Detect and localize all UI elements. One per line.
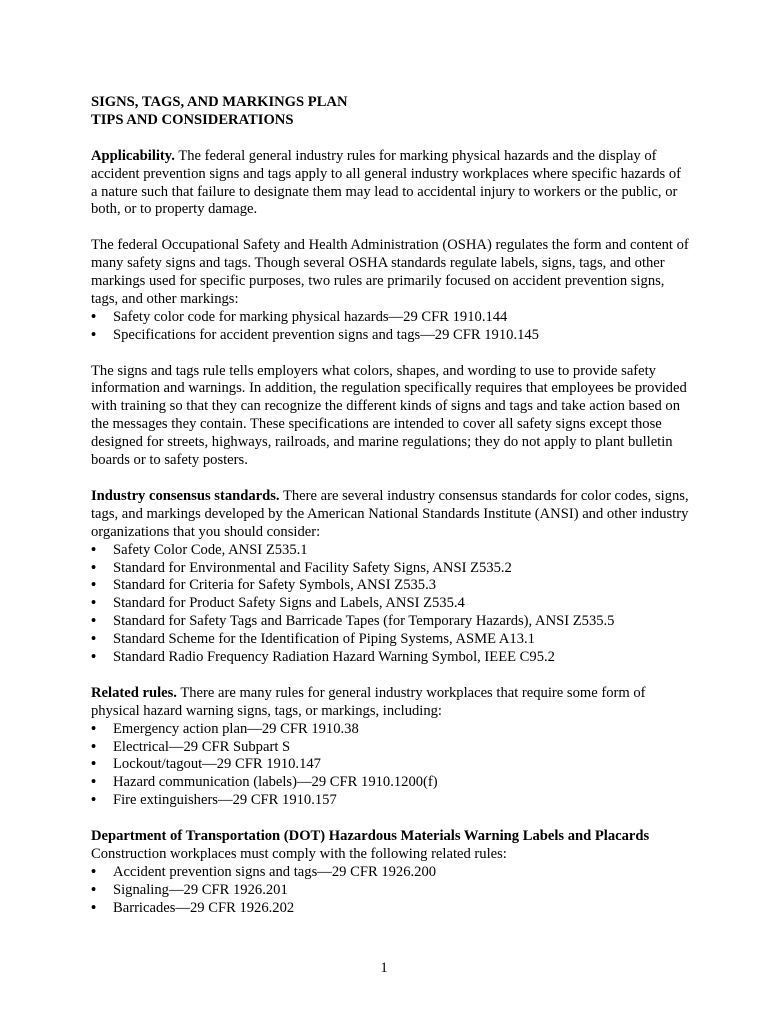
dot-rules-list bbox=[91, 864, 691, 918]
list-item: • Electrical—29 CFR Subpart S bbox=[91, 739, 691, 757]
applicability-paragraph bbox=[91, 148, 691, 220]
dot-text: Construction workplaces must comply with the following related rules: bbox=[91, 845, 507, 862]
consensus-standards-list bbox=[91, 542, 691, 667]
list-item: • Standard for Environmental and Facility Safety Signs, ANSI Z535.2 bbox=[91, 560, 691, 578]
page-number: 1 bbox=[380, 960, 388, 976]
osha-intro-paragraph: The federal Occupational Safety and Health Administration (OSHA) regulates the form and content of many safety signs and tags. Though several OSHA standards regulate labels, signs, tags, and other markings used for specific purposes, two rules are primarily focused on accident prevention signs, tags, and other markings: bbox=[91, 237, 689, 307]
osha-rules-list bbox=[91, 309, 691, 345]
related-rules-paragraph bbox=[91, 685, 691, 721]
consensus-text: There are several industry consensus standards for color codes, signs, tags, and markings developed by the American National Standards Institute (ANSI) and other industry organizations that you should consider: bbox=[91, 487, 689, 540]
list-item: • Standard for Criteria for Safety Symbols, ANSI Z535.3 bbox=[91, 577, 691, 595]
list-item: • Standard Radio Frequency Radiation Hazard Warning Symbol, IEEE C95.2 bbox=[91, 649, 691, 667]
applicability-heading: Applicability. bbox=[91, 147, 175, 164]
list-item: • Safety color code for marking physical hazards—29 CFR 1910.144 bbox=[91, 309, 691, 327]
list-item: • Lockout/tagout—29 CFR 1910.147 bbox=[91, 756, 691, 774]
consensus-paragraph bbox=[91, 488, 691, 542]
consensus-heading: Industry consensus standards. bbox=[91, 487, 280, 504]
list-item: • Accident prevention signs and tags—29 CFR 1926.200 bbox=[91, 864, 691, 882]
list-item: • Specifications for accident prevention signs and tags—29 CFR 1910.145 bbox=[91, 327, 691, 345]
list-item: • Emergency action plan—29 CFR 1910.38 bbox=[91, 721, 691, 739]
list-item: • Barricades—29 CFR 1926.202 bbox=[91, 900, 691, 918]
list-item: • Standard for Safety Tags and Barricade Tapes (for Temporary Hazards), ANSI Z535.5 bbox=[91, 613, 691, 631]
related-rules-text: There are many rules for general industry workplaces that require some form of physical hazard warning signs, tags, or markings, including: bbox=[91, 684, 646, 719]
document-title-line-2: TIPS AND CONSIDERATIONS bbox=[91, 111, 294, 128]
related-rules-heading: Related rules. bbox=[91, 684, 177, 701]
related-rules-list bbox=[91, 721, 691, 811]
list-item: • Standard for Product Safety Signs and Labels, ANSI Z535.4 bbox=[91, 595, 691, 613]
applicability-text: The federal general industry rules for marking physical hazards and the display of accident prevention signs and tags apply to all general industry workplaces where specific hazards of a nature such that failure to designate them may lead to accidental injury to workers or the public, or both, or to property damage. bbox=[91, 147, 682, 218]
list-item: • Fire extinguishers—29 CFR 1910.157 bbox=[91, 792, 691, 810]
list-item: • Signaling—29 CFR 1926.201 bbox=[91, 882, 691, 900]
list-item: • Standard Scheme for the Identification of Piping Systems, ASME A13.1 bbox=[91, 631, 691, 649]
page-content bbox=[91, 94, 691, 918]
list-item: • Safety Color Code, ANSI Z535.1 bbox=[91, 542, 691, 560]
document-title-line-1: SIGNS, TAGS, AND MARKINGS PLAN bbox=[91, 94, 348, 110]
dot-heading: Department of Transportation (DOT) Hazardous Materials Warning Labels and Placards bbox=[91, 828, 650, 845]
signs-tags-paragraph: The signs and tags rule tells employers what colors, shapes, and wording to use to provide safety information and warnings. In addition, the regulation specifically requires that employees be provided with training so that they can recognize the different kinds of signs and tags and take action based on the messages they contain. These specifications are intended to cover all safety signs except those designed for streets, highways, railroads, and marine regulations; they do not apply to plant bulletin boards or to safety posters. bbox=[91, 362, 687, 469]
list-item: • Hazard communication (labels)—29 CFR 1910.1200(f) bbox=[91, 774, 691, 792]
